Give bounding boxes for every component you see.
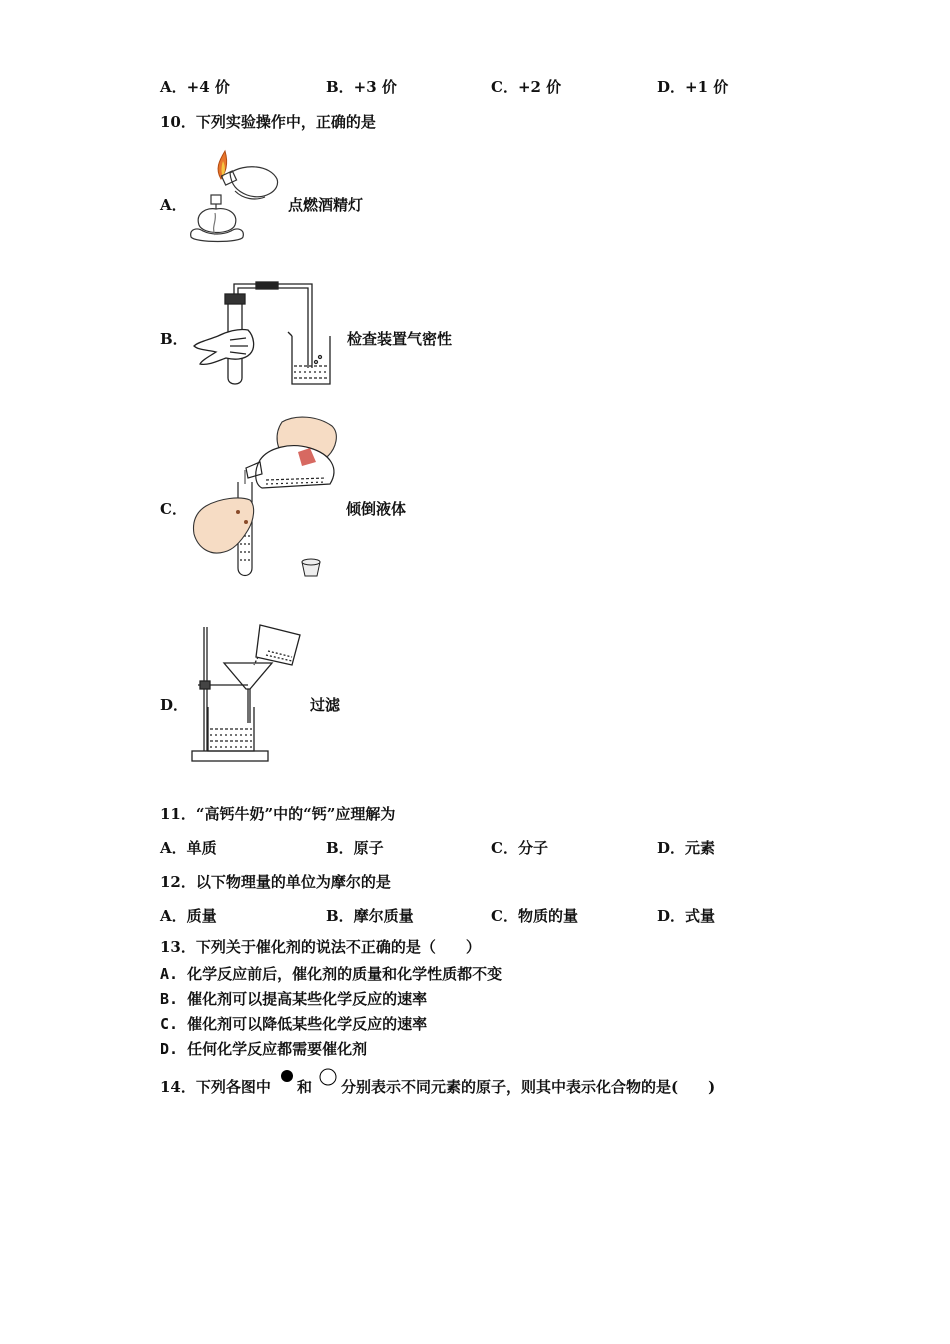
q10-option-a-letter: A． bbox=[160, 196, 187, 214]
q12-option-d: D．式量 bbox=[657, 907, 716, 925]
q14-stem-start: 14．下列各图中 bbox=[160, 1078, 271, 1096]
q10-option-c-letter: C． bbox=[160, 500, 187, 518]
white-atom-icon bbox=[318, 1067, 338, 1087]
q11-option-c: C．分子 bbox=[491, 839, 548, 857]
q11-option-b: B．原子 bbox=[326, 839, 384, 857]
q13-option-b: B. 催化剂可以提高某些化学反应的速率 bbox=[160, 990, 428, 1008]
q9-option-d: D．+1 价 bbox=[657, 78, 729, 96]
q10-option-d-label: 过滤 bbox=[310, 696, 341, 714]
q9-option-a: A．+4 价 bbox=[160, 78, 230, 96]
q10-option-a-label: 点燃酒精灯 bbox=[288, 196, 364, 214]
q12-option-b: B．摩尔质量 bbox=[326, 907, 414, 925]
q14-stem-and: 和 bbox=[297, 1078, 313, 1096]
q9-option-b: B．+3 价 bbox=[326, 78, 397, 96]
q13-option-a: A. 化学反应前后，催化剂的质量和化学性质都不变 bbox=[160, 965, 503, 983]
alcohol-lamp-figure bbox=[185, 143, 285, 248]
black-atom-icon bbox=[280, 1069, 294, 1083]
q14-stem-end: 分别表示不同元素的原子，则其中表示化合物的是( ) bbox=[341, 1078, 716, 1096]
q10-option-b-letter: B． bbox=[160, 330, 188, 348]
q9-option-c: C．+2 价 bbox=[491, 78, 562, 96]
filtration-figure bbox=[188, 617, 308, 765]
q12-stem: 12．以下物理量的单位为摩尔的是 bbox=[160, 873, 391, 891]
q10-option-d-letter: D． bbox=[160, 696, 189, 714]
q10-stem: 10．下列实验操作中，正确的是 bbox=[160, 113, 376, 131]
pouring-liquid-figure bbox=[190, 412, 350, 587]
q12-option-a: A．质量 bbox=[160, 907, 217, 925]
q11-stem: 11．“高钙牛奶”中的“钙”应理解为 bbox=[160, 805, 396, 823]
q13-option-c: C. 催化剂可以降低某些化学反应的速率 bbox=[160, 1015, 428, 1033]
q13-stem: 13．下列关于催化剂的说法不正确的是（ ） bbox=[160, 938, 481, 956]
q10-option-c-label: 倾倒液体 bbox=[346, 500, 407, 518]
q11-option-d: D．元素 bbox=[657, 839, 716, 857]
q10-option-b-label: 检查装置气密性 bbox=[347, 330, 453, 348]
q13-option-d: D. 任何化学反应都需要催化剂 bbox=[160, 1040, 368, 1058]
q12-option-c: C．物质的量 bbox=[491, 907, 578, 925]
airtightness-check-figure bbox=[190, 280, 340, 390]
q11-option-a: A．单质 bbox=[160, 839, 217, 857]
